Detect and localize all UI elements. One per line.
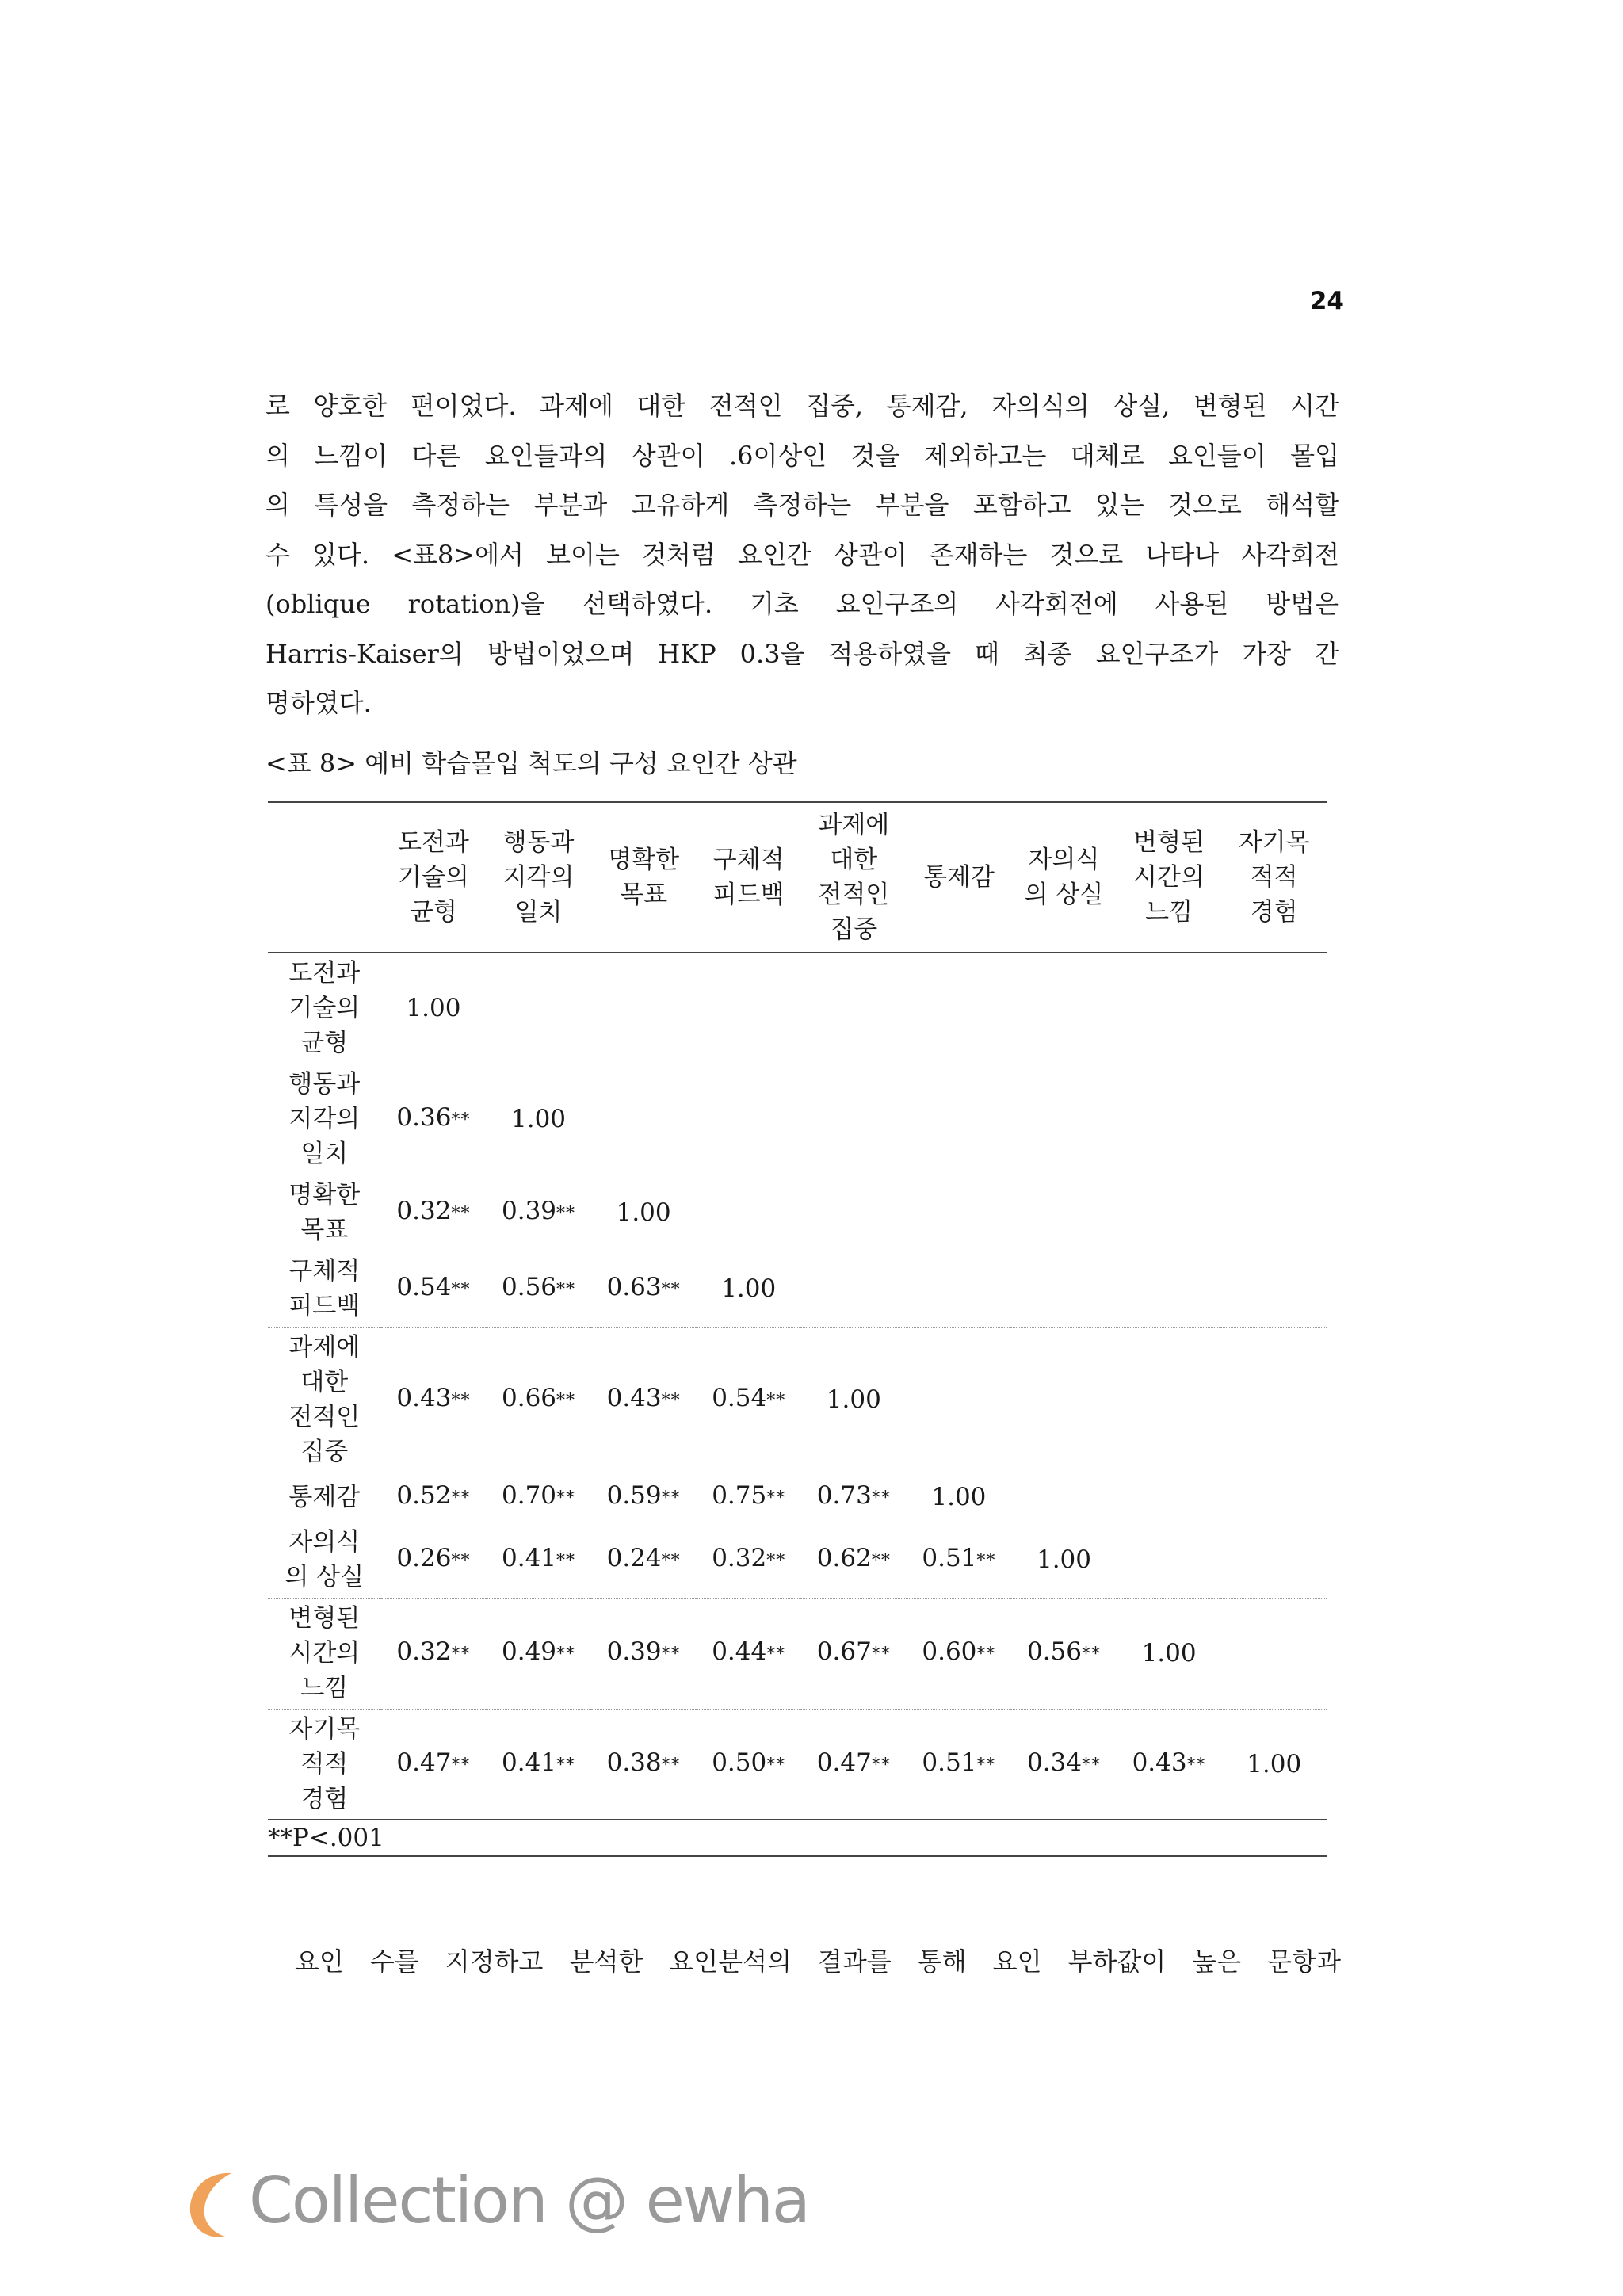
cell-value: 0.60 xyxy=(922,1637,977,1666)
cell-value: 1.00 xyxy=(511,1105,567,1133)
significance-mark: ** xyxy=(556,1755,576,1775)
correlation-cell xyxy=(1011,1522,1117,1598)
correlation-cell xyxy=(591,1327,697,1473)
significance-mark: ** xyxy=(871,1645,891,1664)
correlation-cell xyxy=(381,1709,487,1820)
correlation-cell xyxy=(907,953,1012,1064)
cell-value: 0.70 xyxy=(502,1481,557,1510)
label-line: 집중 xyxy=(830,915,878,944)
label-line: 시간의 xyxy=(1133,863,1205,892)
column-header xyxy=(1221,802,1327,953)
correlation-cell xyxy=(486,1473,591,1522)
correlation-cell xyxy=(591,1473,697,1522)
significance-mark: ** xyxy=(661,1645,681,1664)
cell-value: 0.67 xyxy=(816,1637,872,1666)
correlation-cell xyxy=(381,1598,487,1709)
cell-value: 1.00 xyxy=(721,1274,777,1303)
cell-value: 0.32 xyxy=(396,1197,452,1225)
label-line: 느낌 xyxy=(1145,898,1193,926)
correlation-cell xyxy=(696,1327,801,1473)
table-row xyxy=(268,1175,1327,1251)
significance-mark: ** xyxy=(766,1755,786,1775)
significance-mark: ** xyxy=(556,1391,576,1411)
label-line: 균형 xyxy=(300,1029,349,1058)
correlation-cell xyxy=(591,1175,697,1251)
paragraph-line: 의 특성을 측정하는 부분과 고유하게 측정하는 부분을 포함하고 있는 것으로 해석할 xyxy=(265,490,1339,520)
column-header xyxy=(381,802,487,953)
significance-mark: ** xyxy=(976,1551,996,1571)
significance-mark: ** xyxy=(976,1755,996,1775)
body-paragraph xyxy=(265,381,1339,728)
correlation-cell xyxy=(1011,1175,1117,1251)
cell-value: 0.66 xyxy=(502,1384,557,1412)
cell-value: 0.54 xyxy=(712,1384,767,1412)
label-line: 변형된 xyxy=(1133,828,1205,857)
correlation-cell xyxy=(801,1064,907,1175)
significance-mark: ** xyxy=(661,1391,681,1411)
column-header xyxy=(591,802,697,953)
label-line: 대한 xyxy=(300,1368,349,1396)
label-line: 균형 xyxy=(409,898,457,926)
cell-value: 0.63 xyxy=(606,1273,662,1301)
correlation-cell xyxy=(486,1251,591,1327)
correlation-cell xyxy=(486,1709,591,1820)
correlation-cell xyxy=(591,1522,697,1598)
correlation-cell xyxy=(1117,1175,1222,1251)
correlation-cell xyxy=(591,1064,697,1175)
correlation-cell xyxy=(1011,953,1117,1064)
label-line: 도전과 xyxy=(398,828,469,857)
table-header-row xyxy=(268,802,1327,953)
correlation-cell xyxy=(801,1522,907,1598)
cell-value: 1.00 xyxy=(1247,1749,1302,1778)
label-line: 명확한 xyxy=(288,1181,361,1209)
dcollection-logo xyxy=(184,2162,809,2249)
cell-value: 0.39 xyxy=(502,1197,557,1225)
label-line: 지각의 xyxy=(502,863,575,892)
correlation-cell xyxy=(696,1064,801,1175)
cell-value: 0.59 xyxy=(606,1481,662,1510)
correlation-cell xyxy=(907,1064,1012,1175)
cell-value: 0.43 xyxy=(396,1384,452,1412)
label-line: 목표 xyxy=(300,1216,349,1244)
correlation-cell xyxy=(381,1522,487,1598)
label-line: 기술의 xyxy=(288,994,361,1023)
significance-mark: ** xyxy=(766,1645,786,1664)
table-row xyxy=(268,1709,1327,1820)
cell-value: 0.75 xyxy=(712,1481,767,1510)
correlation-cell xyxy=(696,1522,801,1598)
correlation-cell xyxy=(696,1251,801,1327)
significance-mark: ** xyxy=(871,1488,891,1508)
row-header xyxy=(268,1064,381,1175)
label-line: 느낌 xyxy=(300,1674,349,1702)
correlation-cell xyxy=(1221,953,1327,1064)
cell-value: 0.43 xyxy=(1132,1748,1187,1777)
dcollection-logo-mark xyxy=(184,2168,257,2241)
correlation-cell xyxy=(1011,1327,1117,1473)
label-line: 집중 xyxy=(300,1438,349,1466)
page-number: 24 xyxy=(1309,287,1344,315)
cell-value: 0.36 xyxy=(396,1103,452,1132)
paragraph-line: (oblique rotation)을 선택하였다. 기초 요인구조의 사각회전에 사용된 방법은 xyxy=(265,589,1339,619)
correlation-cell xyxy=(696,1473,801,1522)
correlation-cell xyxy=(801,1709,907,1820)
cell-value: 0.62 xyxy=(816,1544,872,1572)
label-line: 대한 xyxy=(830,846,878,874)
label-line: 적적 xyxy=(1250,863,1298,892)
correlation-cell xyxy=(907,1473,1012,1522)
correlation-cell xyxy=(1221,1709,1327,1820)
correlation-cell xyxy=(801,1473,907,1522)
cell-value: 0.50 xyxy=(712,1748,767,1777)
label-line: 통제감 xyxy=(288,1483,361,1511)
row-header xyxy=(268,1598,381,1709)
continuation-line: 요인 수를 지정하고 분석한 요인분석의 결과를 통해 요인 부하값이 높은 문항과 xyxy=(295,1946,1341,1977)
correlation-cell xyxy=(696,1598,801,1709)
label-line: 경험 xyxy=(300,1784,349,1813)
correlation-cell xyxy=(486,1522,591,1598)
correlation-cell xyxy=(1117,953,1222,1064)
significance-mark: ** xyxy=(766,1488,786,1508)
correlation-cell xyxy=(801,1251,907,1327)
label-line: 전적인 xyxy=(818,881,890,909)
correlation-cell xyxy=(1221,1175,1327,1251)
label-line: 적적 xyxy=(300,1749,349,1778)
correlation-cell xyxy=(486,1327,591,1473)
correlation-cell xyxy=(486,1598,591,1709)
correlation-cell xyxy=(381,1251,487,1327)
significance-mark: ** xyxy=(766,1551,786,1571)
correlation-cell xyxy=(1117,1251,1222,1327)
significance-mark: ** xyxy=(661,1551,681,1571)
correlation-cell xyxy=(801,1175,907,1251)
column-header xyxy=(486,802,591,953)
label-line: 과제에 xyxy=(818,811,890,839)
label-line: 피드백 xyxy=(288,1292,361,1320)
paragraph-line: Harris-Kaiser의 방법이었으며 HKP 0.3을 적용하였을 때 최종 요인구조가 가장 간 xyxy=(265,638,1339,669)
label-line: 의 상실 xyxy=(285,1563,365,1591)
row-header xyxy=(268,1473,381,1522)
correlation-cell xyxy=(907,1598,1012,1709)
correlation-cell xyxy=(1117,1598,1222,1709)
correlation-cell xyxy=(1221,1251,1327,1327)
cell-value: 1.00 xyxy=(1141,1639,1197,1668)
label-line: 경험 xyxy=(1250,898,1298,926)
row-header xyxy=(268,1327,381,1473)
cell-value: 0.51 xyxy=(922,1544,977,1572)
correlation-cell xyxy=(801,1327,907,1473)
label-line: 도전과 xyxy=(288,959,361,988)
paragraph-line: 로 양호한 편이었다. 과제에 대한 전적인 집중, 통제감, 자의식의 상실, 변형된 시간 xyxy=(265,391,1339,421)
cell-value: 0.32 xyxy=(396,1637,452,1666)
correlation-cell xyxy=(1011,1251,1117,1327)
row-header xyxy=(268,953,381,1064)
cell-value: 0.41 xyxy=(502,1748,557,1777)
significance-mark: ** xyxy=(661,1280,681,1300)
table-row xyxy=(268,1327,1327,1473)
correlation-cell xyxy=(696,1709,801,1820)
label-line: 목표 xyxy=(620,881,668,909)
cell-value: 0.54 xyxy=(396,1273,452,1301)
correlation-cell xyxy=(1117,1473,1222,1522)
significance-mark: ** xyxy=(556,1488,576,1508)
row-header xyxy=(268,1175,381,1251)
label-line: 일치 xyxy=(300,1140,349,1168)
significance-mark: ** xyxy=(661,1488,681,1508)
correlation-cell xyxy=(696,1175,801,1251)
table-row xyxy=(268,1598,1327,1709)
cell-value: 0.43 xyxy=(606,1384,662,1412)
column-header xyxy=(696,802,801,953)
label-line: 전적인 xyxy=(288,1403,361,1431)
label-line: 변형된 xyxy=(288,1604,361,1633)
column-header xyxy=(1117,802,1222,953)
correlation-cell xyxy=(591,1251,697,1327)
cell-value: 0.47 xyxy=(816,1748,872,1777)
correlation-cell xyxy=(1011,1598,1117,1709)
table-footnote: **P<.001 xyxy=(268,1824,384,1852)
correlation-cell xyxy=(907,1175,1012,1251)
correlation-cell xyxy=(1221,1473,1327,1522)
correlation-cell xyxy=(486,1064,591,1175)
significance-mark: ** xyxy=(451,1280,471,1300)
label-line: 기술의 xyxy=(398,863,469,892)
correlation-cell xyxy=(381,1175,487,1251)
row-header xyxy=(268,1709,381,1820)
significance-mark: ** xyxy=(451,1110,471,1130)
correlation-cell xyxy=(1117,1522,1222,1598)
correlation-cell xyxy=(907,1522,1012,1598)
cell-value: 0.49 xyxy=(502,1637,557,1666)
table-row xyxy=(268,1251,1327,1327)
cell-value: 0.51 xyxy=(922,1748,977,1777)
label-line: 명확한 xyxy=(608,846,680,874)
column-header xyxy=(801,802,907,953)
correlation-table xyxy=(268,801,1327,1857)
significance-mark: ** xyxy=(766,1391,786,1411)
label-line: 시간의 xyxy=(288,1639,361,1668)
paragraph-line: 의 느낌이 다른 요인들과의 상관이 .6이상인 것을 제외하고는 대체로 요인들이 몰입 xyxy=(265,440,1339,471)
significance-mark: ** xyxy=(1186,1755,1206,1775)
table-row xyxy=(268,953,1327,1064)
column-header xyxy=(907,802,1012,953)
cell-value: 0.26 xyxy=(396,1544,452,1572)
cell-value: 0.38 xyxy=(606,1748,662,1777)
label-line: 지각의 xyxy=(288,1105,361,1133)
correlation-cell xyxy=(907,1709,1012,1820)
correlation-cell xyxy=(1011,1064,1117,1175)
correlation-cell xyxy=(1221,1064,1327,1175)
significance-mark: ** xyxy=(451,1488,471,1508)
significance-mark: ** xyxy=(451,1204,471,1224)
corner-cell xyxy=(268,802,381,953)
cell-value: 1.00 xyxy=(616,1198,671,1227)
table-row xyxy=(268,1522,1327,1598)
significance-mark: ** xyxy=(871,1551,891,1571)
significance-mark: ** xyxy=(556,1280,576,1300)
correlation-cell xyxy=(1011,1473,1117,1522)
cell-value: 0.24 xyxy=(606,1544,662,1572)
significance-mark: ** xyxy=(661,1755,681,1775)
significance-mark: ** xyxy=(1082,1755,1101,1775)
significance-mark: ** xyxy=(556,1645,576,1664)
cell-value: 1.00 xyxy=(826,1385,881,1414)
correlation-cell xyxy=(907,1327,1012,1473)
paragraph-line: 명하였다. xyxy=(265,688,372,718)
label-line: 구체적 xyxy=(288,1257,361,1286)
correlation-cell xyxy=(1117,1327,1222,1473)
column-header xyxy=(1011,802,1117,953)
correlation-cell xyxy=(381,1473,487,1522)
label-line: 행동과 xyxy=(288,1070,361,1098)
correlation-cell xyxy=(696,953,801,1064)
cell-value: 0.52 xyxy=(396,1481,452,1510)
cell-value: 0.32 xyxy=(712,1544,767,1572)
correlation-cell xyxy=(381,1064,487,1175)
logo-wordmark: Collection @ ewha xyxy=(249,2164,809,2237)
label-line: 피드백 xyxy=(712,881,785,909)
table-footnote-row xyxy=(268,1820,1327,1856)
significance-mark: ** xyxy=(451,1551,471,1571)
label-line: 자기목 xyxy=(1238,828,1310,857)
label-line: 자의식 xyxy=(288,1528,361,1557)
significance-mark: ** xyxy=(556,1204,576,1224)
label-line: 자의식 xyxy=(1028,846,1100,874)
label-line: 구체적 xyxy=(712,846,785,874)
table-row xyxy=(268,1064,1327,1175)
cell-value: 1.00 xyxy=(406,994,461,1023)
correlation-cell xyxy=(801,953,907,1064)
correlation-cell xyxy=(1221,1522,1327,1598)
cell-value: 0.47 xyxy=(396,1748,452,1777)
correlation-cell xyxy=(907,1251,1012,1327)
significance-mark: ** xyxy=(451,1645,471,1664)
significance-mark: ** xyxy=(871,1755,891,1775)
correlation-cell xyxy=(381,1327,487,1473)
label-line: 자기목 xyxy=(288,1714,361,1744)
correlation-cell xyxy=(486,1175,591,1251)
significance-mark: ** xyxy=(451,1391,471,1411)
label-line: 과제에 xyxy=(288,1333,361,1362)
cell-value: 0.39 xyxy=(606,1637,662,1666)
paragraph-line: 수 있다. <표8>에서 보이는 것처럼 요인간 상관이 존재하는 것으로 나타나 사각회전 xyxy=(265,539,1339,570)
label-line: 행동과 xyxy=(502,828,575,857)
correlation-cell xyxy=(1117,1709,1222,1820)
correlation-cell xyxy=(591,953,697,1064)
correlation-cell xyxy=(486,953,591,1064)
correlation-cell xyxy=(801,1598,907,1709)
cell-value: 0.56 xyxy=(1026,1637,1082,1666)
significance-mark: ** xyxy=(1082,1645,1101,1664)
correlation-cell xyxy=(1221,1327,1327,1473)
correlation-cell xyxy=(591,1598,697,1709)
correlation-cell xyxy=(1117,1064,1222,1175)
cell-value: 1.00 xyxy=(1036,1545,1091,1574)
label-line: 일치 xyxy=(514,898,563,926)
cell-value: 0.34 xyxy=(1026,1748,1082,1777)
table-row xyxy=(268,1473,1327,1522)
significance-mark: ** xyxy=(976,1645,996,1664)
cell-value: 0.56 xyxy=(502,1273,557,1301)
significance-mark: ** xyxy=(556,1551,576,1571)
cell-value: 1.00 xyxy=(931,1483,987,1511)
cell-value: 0.41 xyxy=(502,1544,557,1572)
row-header xyxy=(268,1522,381,1598)
correlation-cell xyxy=(381,953,487,1064)
table-caption: <표 8> 예비 학습몰입 척도의 구성 요인간 상관 xyxy=(265,748,797,778)
label-line: 의 상실 xyxy=(1024,881,1104,909)
correlation-cell xyxy=(1221,1598,1327,1709)
correlation-cell xyxy=(1011,1709,1117,1820)
label-line: 통제감 xyxy=(922,863,995,892)
cell-value: 0.44 xyxy=(712,1637,767,1666)
correlation-cell xyxy=(591,1709,697,1820)
row-header xyxy=(268,1251,381,1327)
cell-value: 0.73 xyxy=(816,1481,872,1510)
significance-mark: ** xyxy=(451,1755,471,1775)
logo-mark-letter: d xyxy=(211,2179,242,2237)
